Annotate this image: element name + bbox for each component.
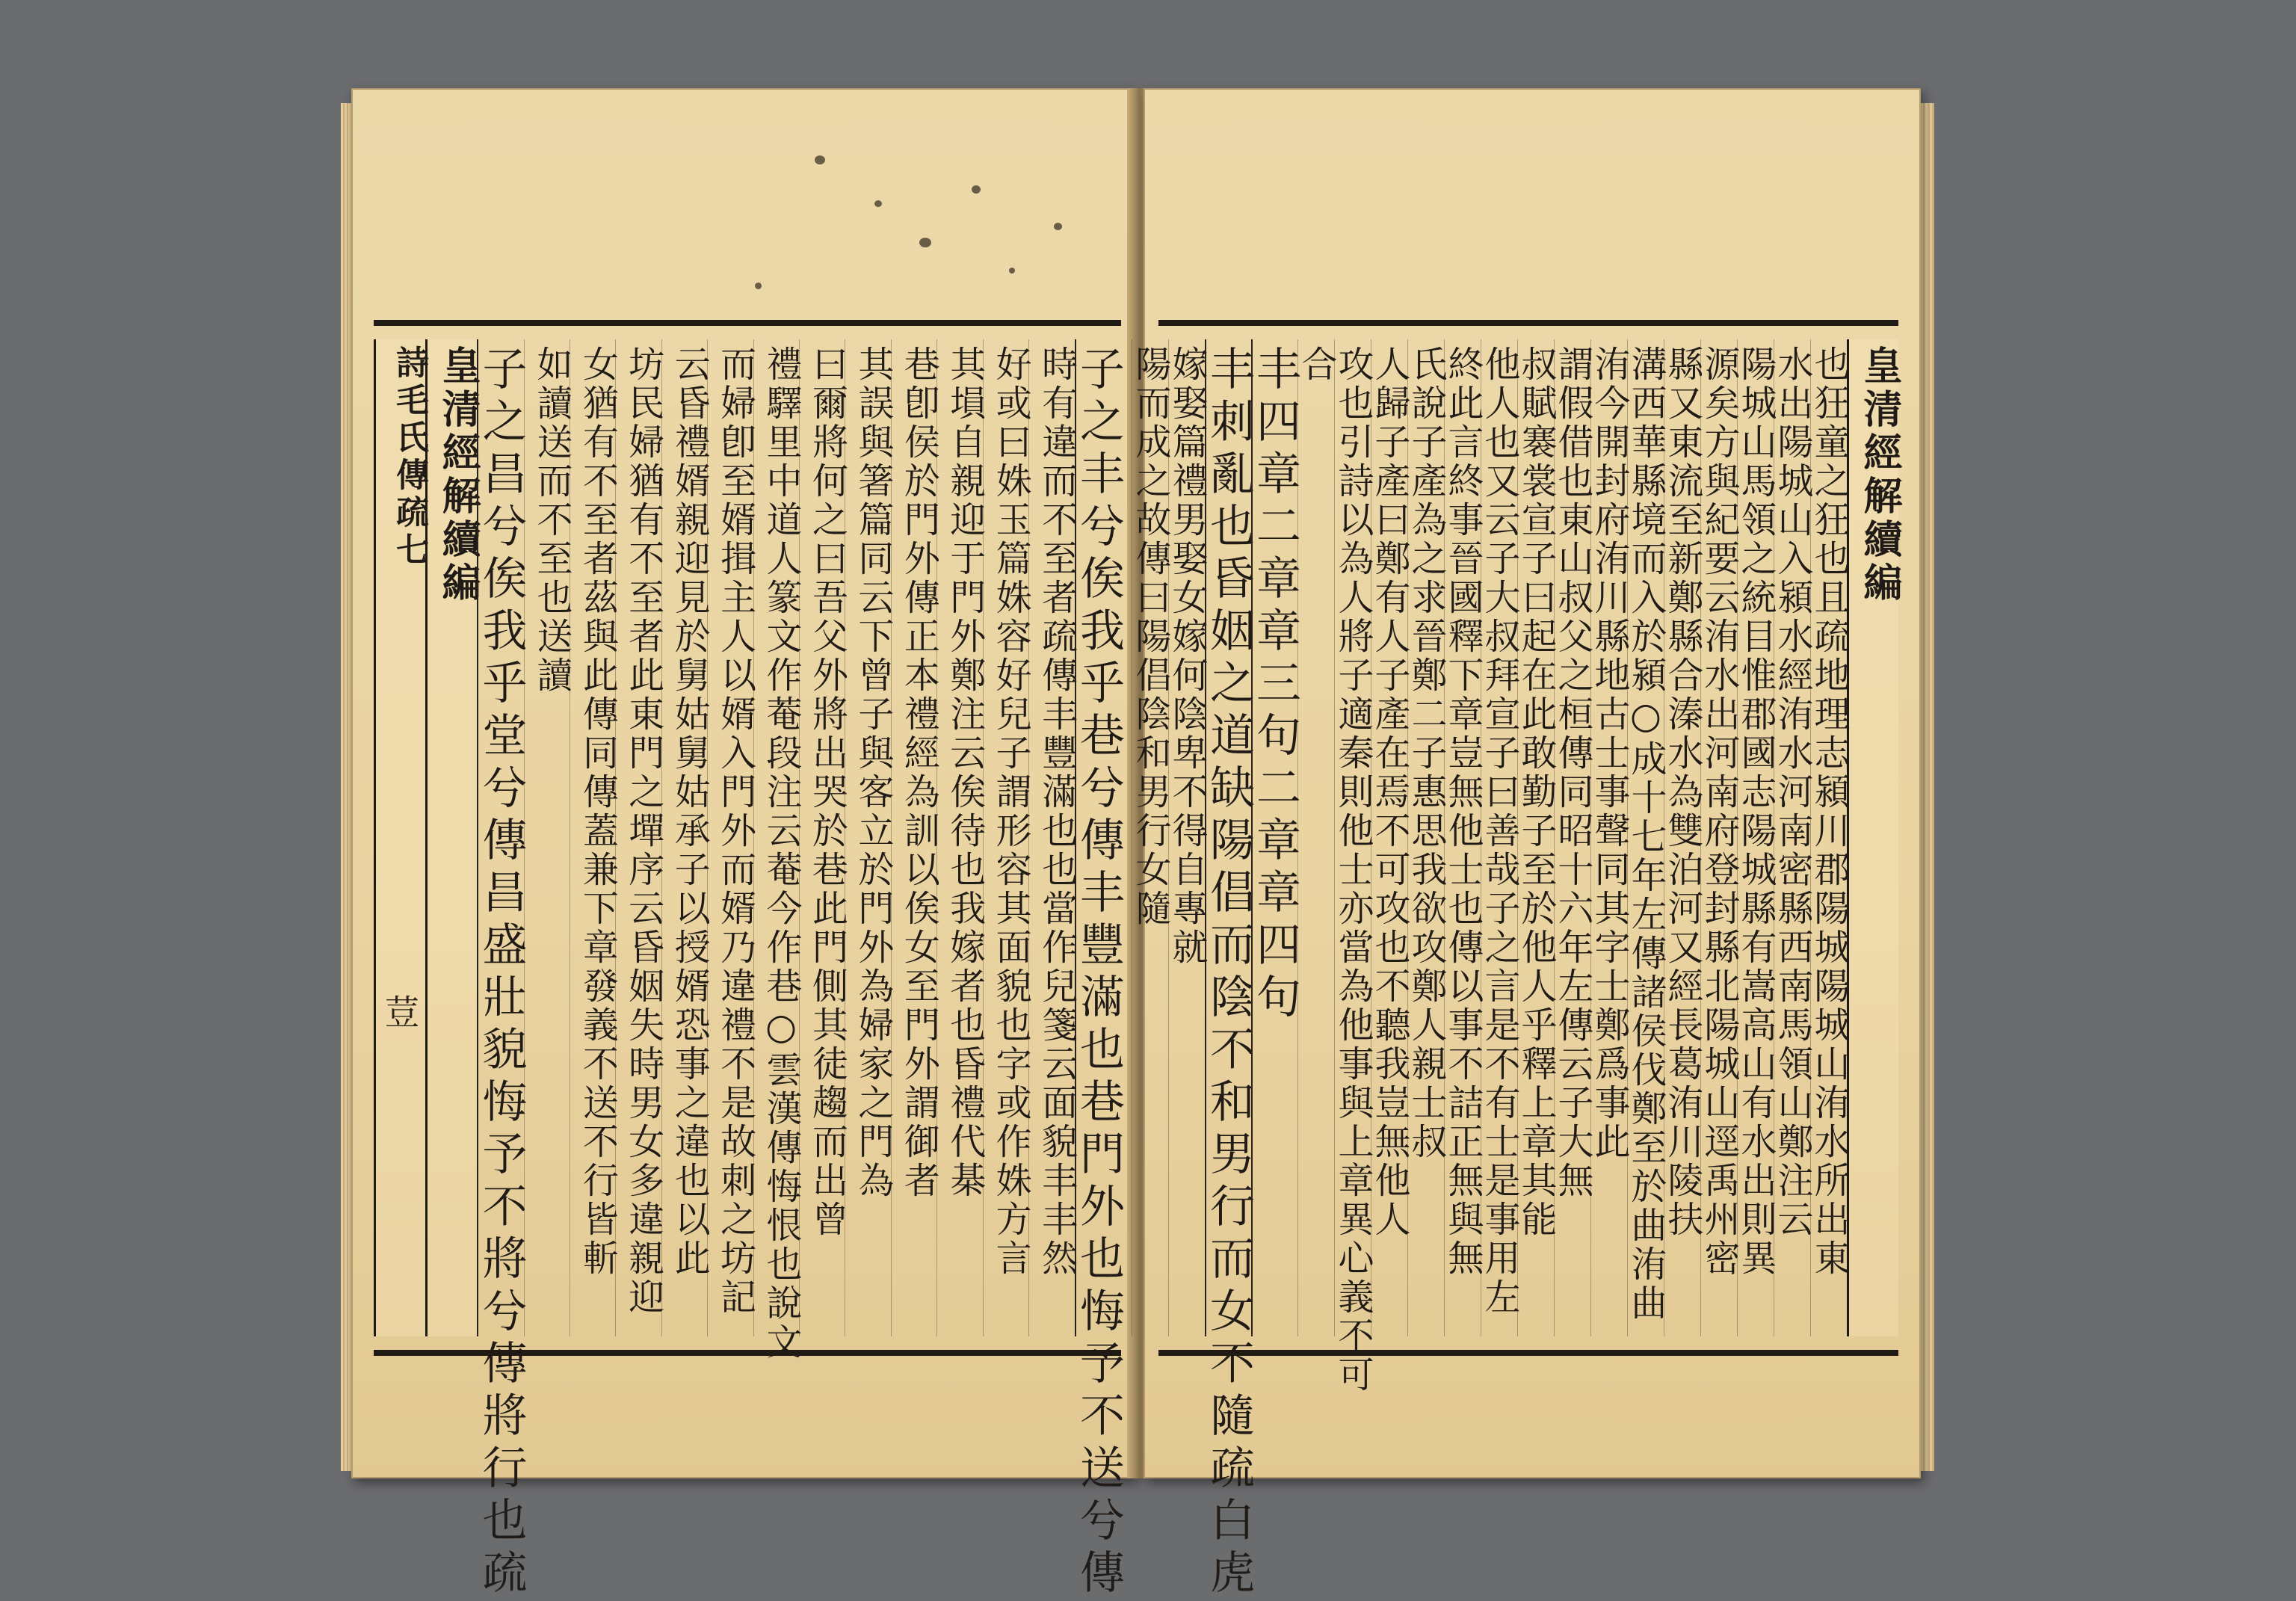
text-column: 云昏禮婿親迎見於舅姑舅姑承子以授婿恐事之違也以此 <box>661 339 707 1336</box>
ink-speck <box>874 200 882 207</box>
text-column: 合 <box>1297 339 1334 1336</box>
text-column: 嫁娶篇禮男娶女嫁何陰卑不得自專就 <box>1168 339 1205 1336</box>
text-column: 巷卽侯於門外傳正本禮經為訓以俟女至門外謂御者 <box>891 339 936 1336</box>
text-column: 女猶有不至者茲與此傳同傳蓋兼下章發義不送不行皆斬 <box>570 339 615 1336</box>
text-column: 陽城山馬領之統目惟郡國志陽城縣有嵩高山有水出則異 <box>1737 339 1774 1336</box>
open-book <box>351 88 1921 1601</box>
text-column: 水出陽城山入潁水經洧水河南密縣西南馬領山鄭注云 <box>1774 339 1810 1336</box>
text-column: 丰刺亂也昏姻之道缺陽倡而陰不和男行而女不隨疏白虎 <box>1205 339 1251 1336</box>
text-column: 而婦卽至婿揖主人以婿入門外而婿乃違禮不是故刺之坊記 <box>707 339 753 1336</box>
text-column: 子之昌兮俟我乎堂兮傳昌盛壯貌悔予不將兮傳將行也疏 <box>477 339 523 1336</box>
left-folio-number: 荳 <box>380 994 420 1028</box>
text-column: 如讀送而不至也送讀 <box>524 339 570 1336</box>
right-text-block <box>1129 320 1902 1601</box>
text-column: 時有違而不至者疏傳丰豐滿也也當作兒箋云面貌丰丰然 <box>1028 339 1074 1336</box>
ink-speck <box>815 155 825 164</box>
text-column: 他人也又云子大叔拜宣子曰善哉子之言是不有士是事用左 <box>1481 339 1517 1336</box>
text-column: 縣又東流至新鄭縣合溱水為雙泊河又經長葛洧川陵扶 <box>1664 339 1700 1336</box>
text-column: 丰四章二章章三句二章章四句 <box>1251 339 1297 1336</box>
text-column: 終此言終事晉國釋下章豈無他士也傳以事不詰正無與無 <box>1444 339 1481 1336</box>
text-column: 叔賦褰裳宣子曰起在此敢勤子至於他人乎釋上章其能 <box>1517 339 1554 1336</box>
left-page-header: 皇清經解續編 <box>425 339 477 1336</box>
text-column: 溝西華縣境而入於潁○成十七年左傳諸侯伐鄭至於曲洧曲 <box>1627 339 1664 1336</box>
text-column: 洧今開封府洧川縣地古士事聲同其字士鄭爲事此 <box>1590 339 1627 1336</box>
left-text-block <box>374 320 1125 1601</box>
text-column: 其誤與箸篇同云下曾子與客立於門外為婦家之門為 <box>845 339 890 1336</box>
text-column: 也狂童之狂也且疏地理志潁川郡陽城陽城山洧水所出東 <box>1810 339 1847 1336</box>
text-column: 禮驛里中道人篆文作菴段注云菴今作巷○雲漢傳悔恨也說文 <box>753 339 799 1336</box>
text-column: 坊民婦猶有不至者此東門之墠序云昏姻失時男女多違親迎 <box>615 339 661 1336</box>
left-text-columns <box>374 339 1125 1601</box>
text-column: 曰爾將何之曰吾父外將出哭於巷此門側其徒趨而出曾 <box>799 339 845 1336</box>
text-column: 人歸子產曰鄭有人子產在焉不可攻也不聽我豈無他人 <box>1371 339 1407 1336</box>
text-column: 氏說子產為之求晉鄭二子惠思我欲攻鄭人親士叔 <box>1407 339 1444 1336</box>
ink-speck <box>755 283 762 289</box>
right-page <box>1129 88 1921 1601</box>
ink-speck <box>1009 268 1015 274</box>
ink-speck <box>1054 223 1062 230</box>
right-text-columns <box>1129 339 1902 1601</box>
left-page-section: 詩毛氏傳疏七 <box>374 339 425 1336</box>
text-column: 源矣方與紀要云洧水出河南府登封縣北陽城山逕禹州密 <box>1700 339 1737 1336</box>
left-page <box>351 88 1136 1601</box>
text-column: 謂假借也東山叔父之桓傳同昭十六年左傳云子大無 <box>1554 339 1590 1336</box>
text-column: 子之丰兮俟我乎巷兮傳丰豐滿也巷門外也悔予不送兮傳 <box>1075 339 1121 1336</box>
right-page-header: 皇清經解續編 <box>1847 339 1898 1336</box>
ink-speck <box>919 238 931 247</box>
text-column: 其塤自親迎于門外鄭注云俟待也我嫁者也昏禮代棊 <box>936 339 982 1336</box>
text-column: 陽而成之故傳曰陽倡陰和男行女隨 <box>1132 339 1168 1336</box>
text-column: 攻也引詩以為人將子適秦則他士亦當為他事與上章異心義不可 <box>1334 339 1371 1336</box>
ink-speck <box>972 185 981 194</box>
text-column: 好或曰姝玉篇姝容好兒子謂形容其面貌也字或作姝方言 <box>983 339 1028 1336</box>
